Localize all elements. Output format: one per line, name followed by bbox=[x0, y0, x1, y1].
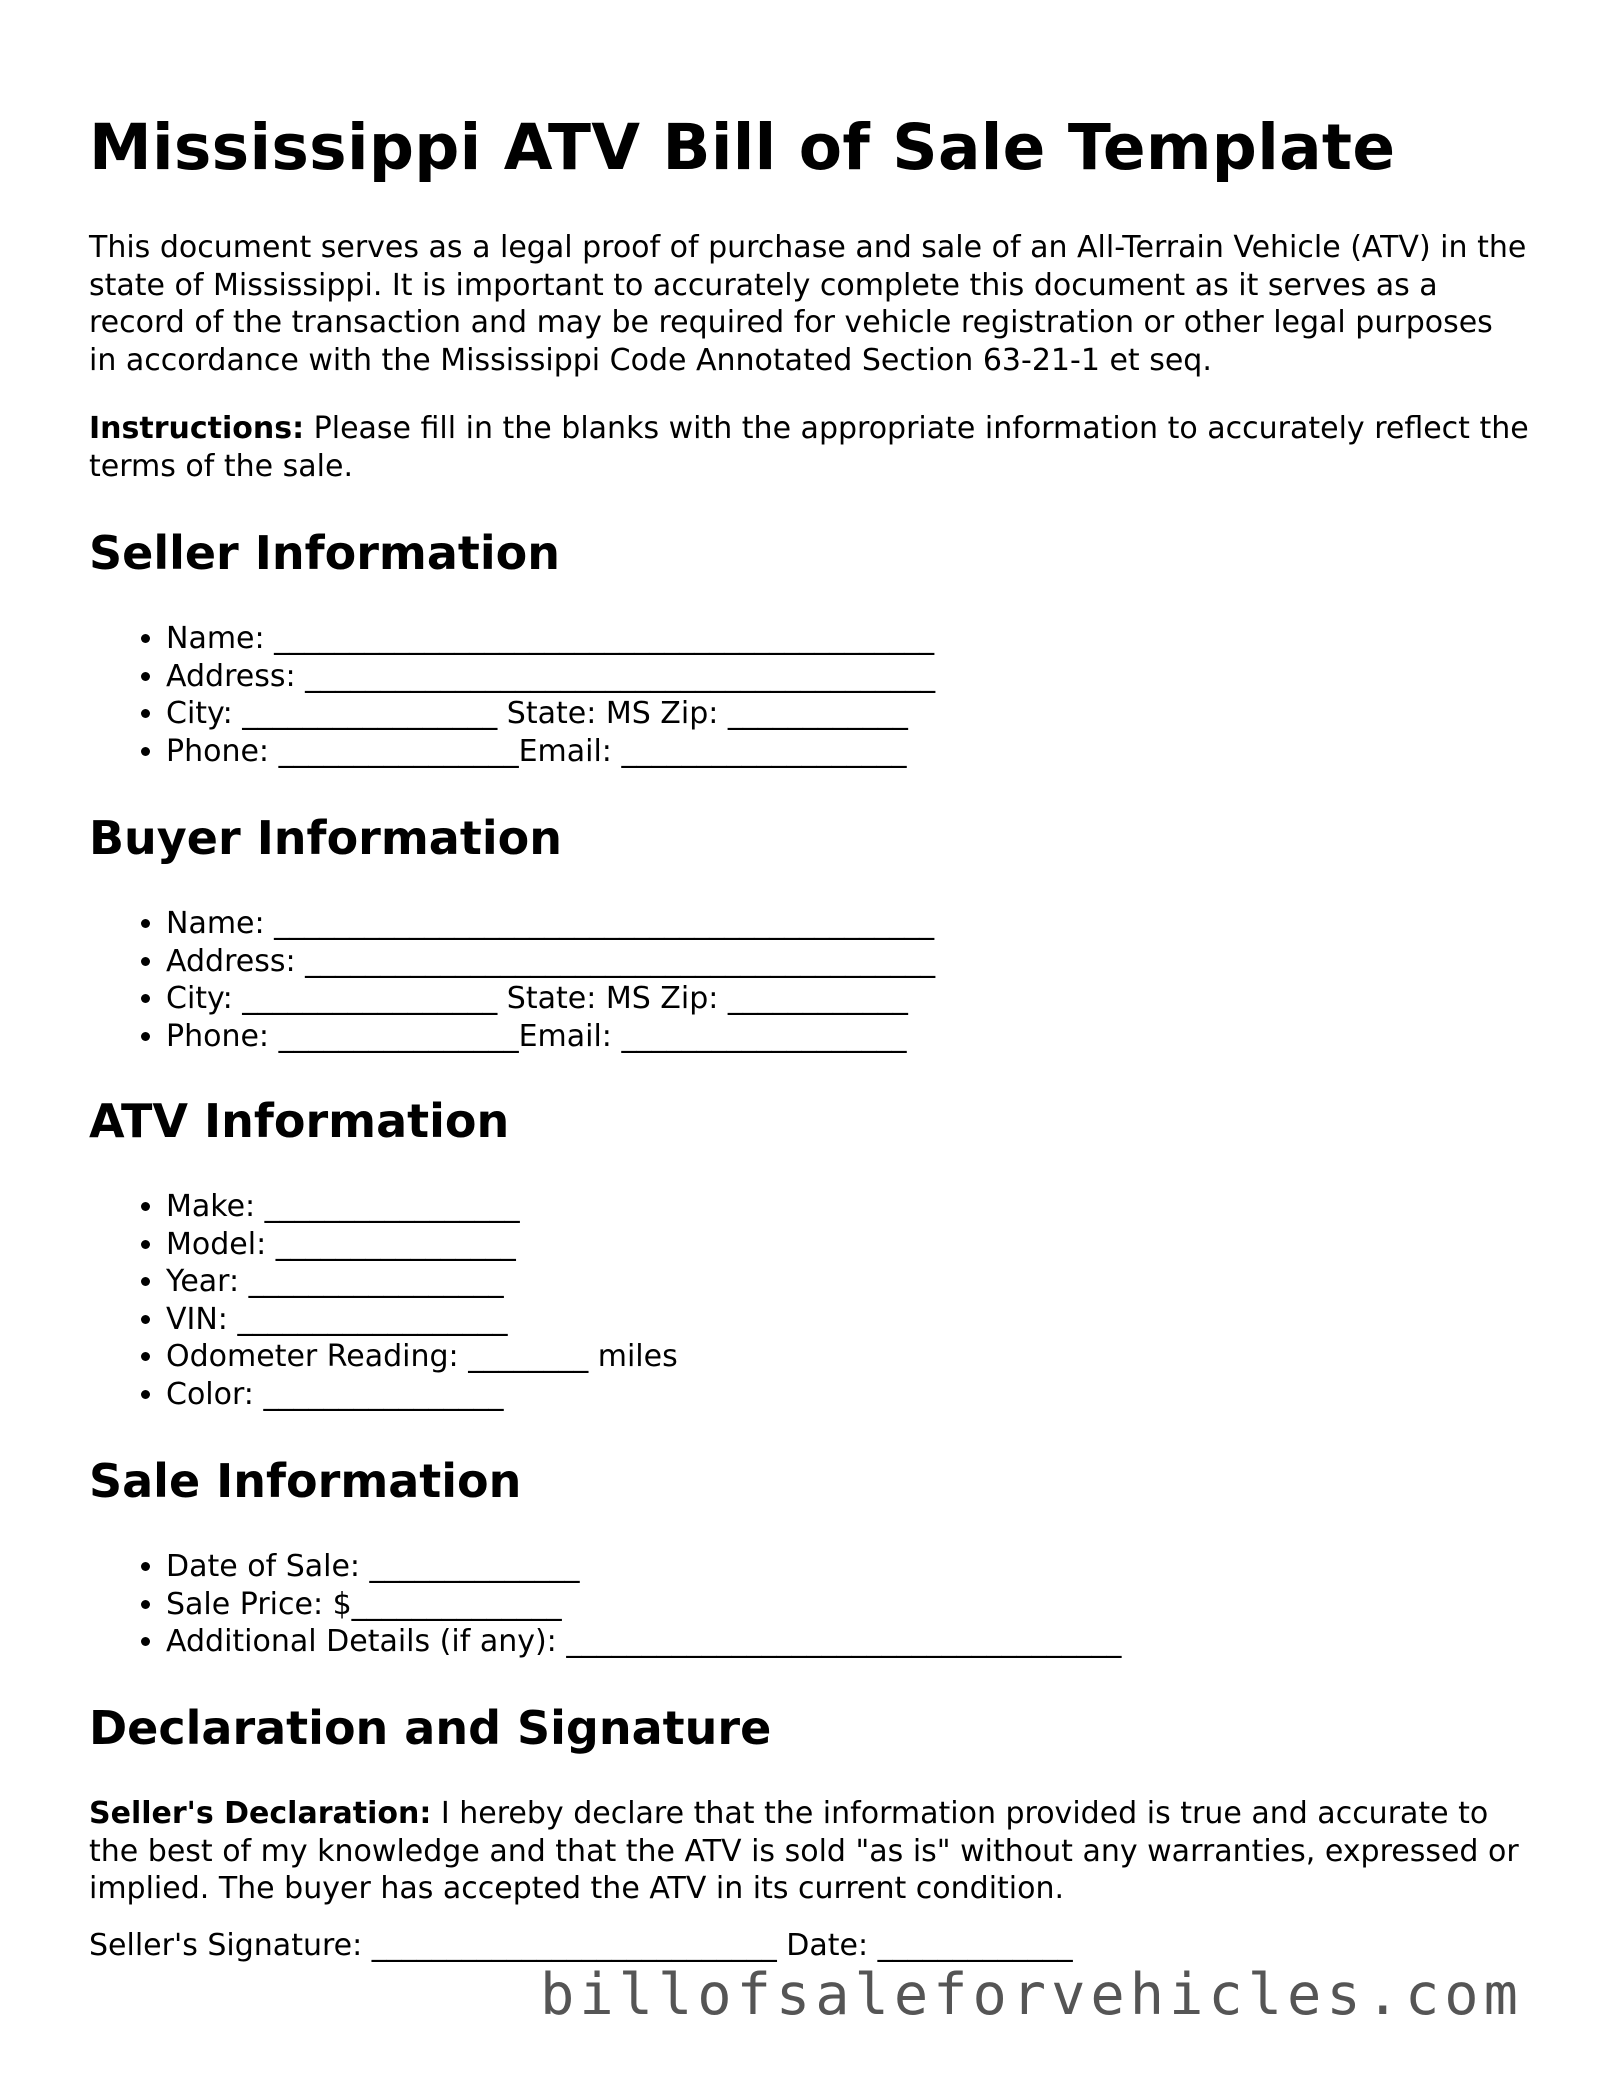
buyer-city-field[interactable]: • City: _________________ State: MS Zip: ____________ bbox=[166, 980, 935, 1018]
atv-year-field[interactable]: • Year: _________________ bbox=[166, 1263, 678, 1301]
instructions-label: Instructions: bbox=[89, 411, 305, 446]
atv-vin-field[interactable]: • VIN: __________________ bbox=[166, 1301, 678, 1339]
buyer-phone-field[interactable]: • Phone: ________________Email: ___________________ bbox=[166, 1018, 935, 1056]
seller-signature-field[interactable]: Seller's Signature: ___________________________ Date: _____________ bbox=[89, 1928, 1073, 1963]
sale-date-field[interactable]: • Date of Sale: ______________ bbox=[166, 1548, 1121, 1586]
seller-heading: Seller Information bbox=[89, 526, 561, 580]
buyer-fields bbox=[89, 905, 935, 1055]
buyer-heading: Buyer Information bbox=[89, 811, 562, 865]
intro-paragraph: This document serves as a legal proof of purchase and sale of an All-Terrain Vehicle (ATV) in the state of Mississippi. It is important to accurately complete this document as it serves as a record of the transaction and may be required for vehicle registration or other legal purposes in accordance with the Mississippi Code Annotated Section 63-21-1 et seq. bbox=[89, 230, 1527, 378]
buyer-name-field[interactable]: • Name: ____________________________________________ bbox=[166, 905, 935, 943]
atv-model-field[interactable]: • Model: ________________ bbox=[166, 1226, 678, 1264]
atv-make-field[interactable]: • Make: _________________ bbox=[166, 1188, 678, 1226]
atv-fields bbox=[89, 1188, 678, 1413]
instructions-paragraph bbox=[89, 410, 1529, 485]
atv-heading: ATV Information bbox=[89, 1094, 510, 1148]
declaration-heading: Declaration and Signature bbox=[89, 1701, 772, 1755]
declaration-label: Seller's Declaration: bbox=[89, 1796, 432, 1831]
seller-fields bbox=[89, 620, 935, 770]
sale-price-field[interactable]: • Sale Price: $______________ bbox=[166, 1586, 1121, 1624]
sale-fields bbox=[89, 1548, 1121, 1661]
buyer-address-field[interactable]: • Address: __________________________________________ bbox=[166, 943, 935, 981]
page-title: Mississippi ATV Bill of Sale Template bbox=[89, 111, 1396, 184]
declaration-text: I hereby declare that the information provided is true and accurate to the best of my knowledge and that the ATV is sold "as is" without any warranties, expressed or implied. The buyer has accepted the ATV in its current condition. bbox=[89, 1796, 1519, 1906]
seller-phone-field[interactable]: • Phone: ________________Email: ___________________ bbox=[166, 733, 935, 771]
sale-details-field[interactable]: • Additional Details (if any): _____________________________________ bbox=[166, 1623, 1121, 1661]
declaration-paragraph bbox=[89, 1795, 1529, 1908]
atv-odometer-field[interactable]: • Odometer Reading: ________ miles bbox=[166, 1338, 678, 1376]
instructions-text: Please fill in the blanks with the appropriate information to accurately reflect the terms of the sale. bbox=[89, 411, 1529, 484]
watermark-text: billofsaleforvehicles.com bbox=[540, 1962, 1523, 2028]
seller-city-field[interactable]: • City: _________________ State: MS Zip: ____________ bbox=[166, 695, 935, 733]
seller-name-field[interactable]: • Name: ____________________________________________ bbox=[166, 620, 935, 658]
seller-address-field[interactable]: • Address: __________________________________________ bbox=[166, 658, 935, 696]
atv-color-field[interactable]: • Color: ________________ bbox=[166, 1376, 678, 1414]
sale-heading: Sale Information bbox=[89, 1454, 522, 1508]
